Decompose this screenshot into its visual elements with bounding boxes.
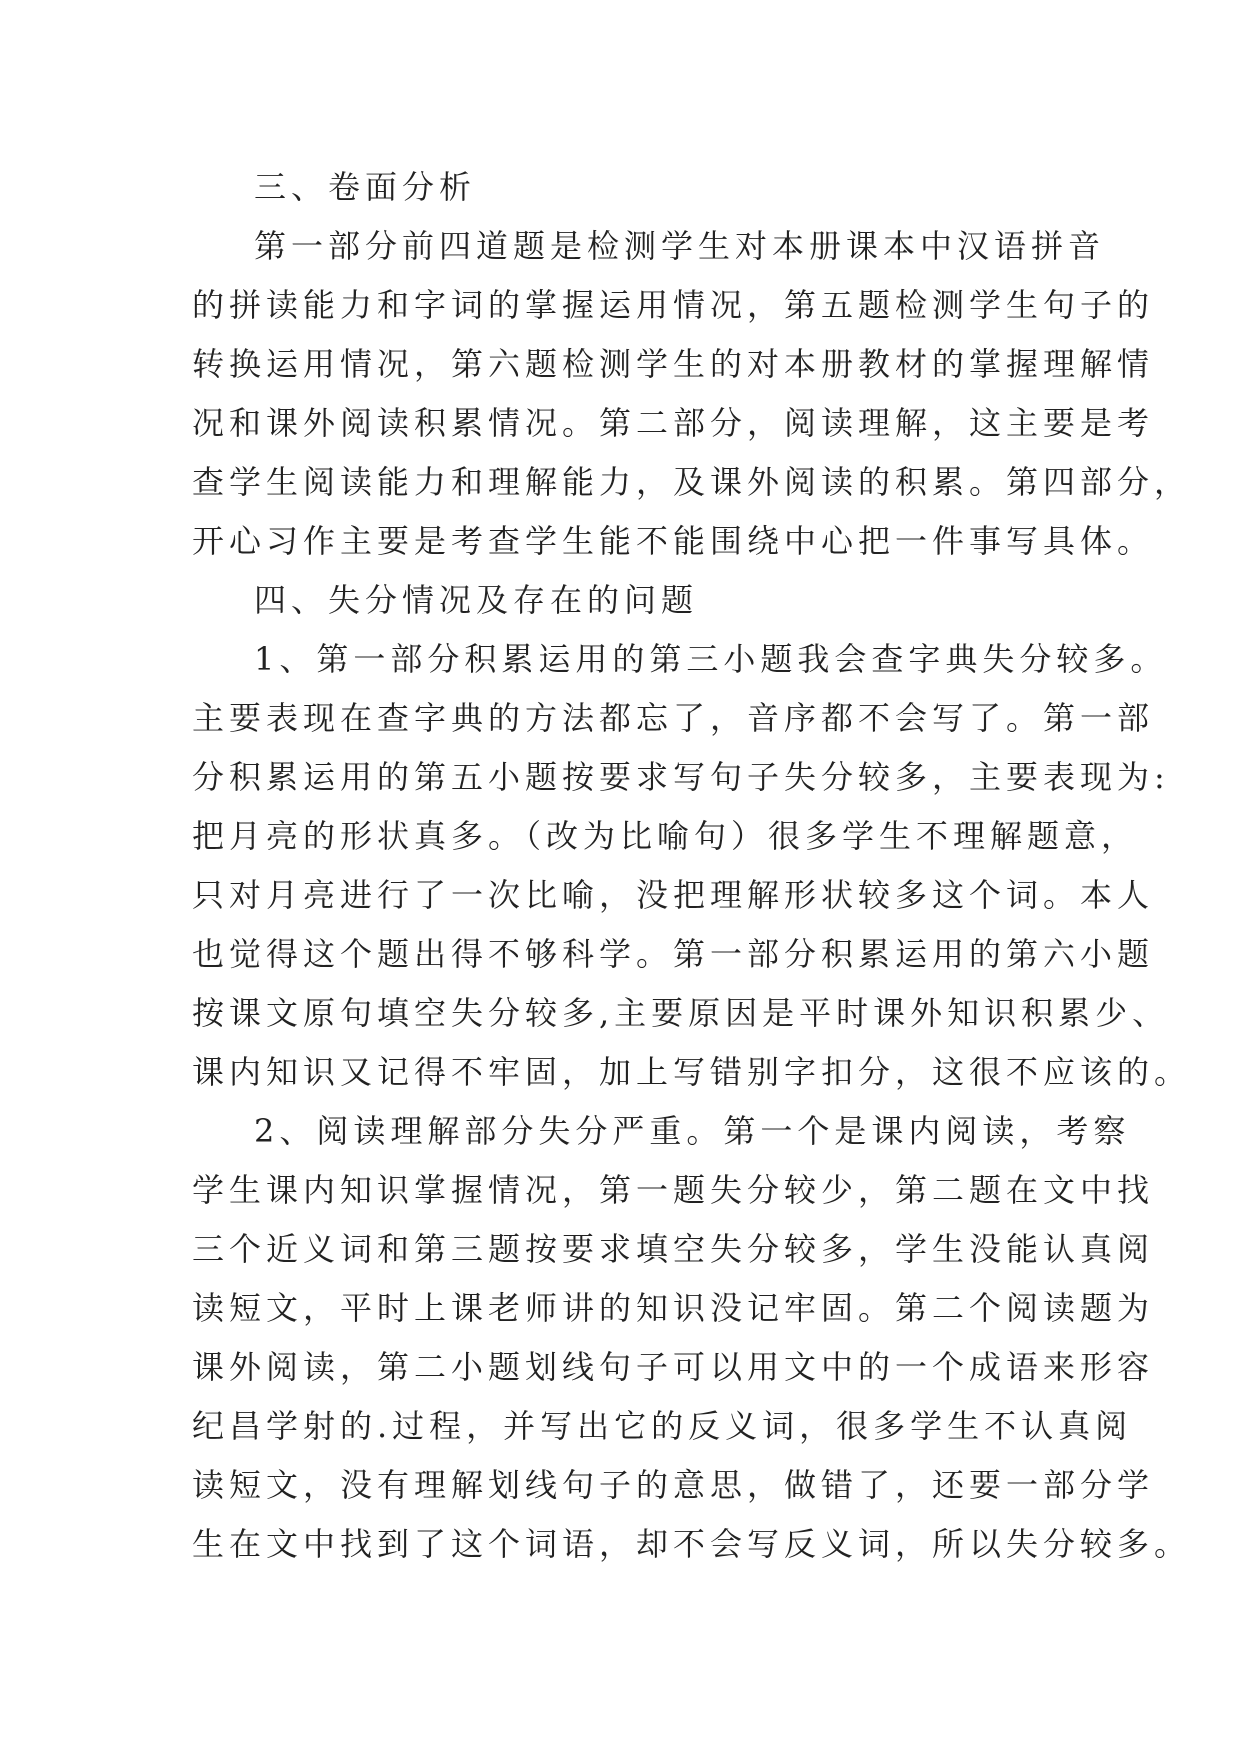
document-body	[192, 158, 1192, 1574]
paragraph-line: 主要表现在查字典的方法都忘了，音序都不会写了。第一部	[192, 699, 1155, 737]
paragraph-line: 2、阅读理解部分失分严重。第一个是课内阅读，考察	[254, 1112, 1131, 1150]
paragraph-line: 纪昌学射的.过程，并写出它的反义词，很多学生不认真阅	[192, 1407, 1133, 1445]
paragraph-line: 分积累运用的第五小题按要求写句子失分较多，主要表现为:	[192, 758, 1170, 796]
paragraph-line: 查学生阅读能力和理解能力，及课外阅读的积累。第四部分，	[192, 463, 1192, 501]
paragraph-line: 开心习作主要是考查学生能不能围绕中心把一件事写具体。	[192, 522, 1155, 560]
paragraph-line: 课内知识又记得不牢固，加上写错别字扣分，这很不应该的。	[192, 1053, 1192, 1091]
paragraph-line: 的拼读能力和字词的掌握运用情况，第五题检测学生句子的	[192, 286, 1155, 324]
paragraph-line: 读短文，平时上课老师讲的知识没记牢固。第二个阅读题为	[192, 1289, 1155, 1327]
section-heading: 四、失分情况及存在的问题	[254, 581, 699, 619]
paragraph-line: 读短文，没有理解划线句子的意思，做错了，还要一部分学	[192, 1466, 1155, 1504]
paragraph-line: 1、第一部分积累运用的第三小题我会查字典失分较多。	[254, 640, 1168, 678]
paragraph-line: 转换运用情况，第六题检测学生的对本册教材的掌握理解情	[192, 345, 1155, 383]
section-heading: 三、卷面分析	[254, 168, 477, 206]
paragraph-line: 按课文原句填空失分较多,主要原因是平时课外知识积累少、	[192, 994, 1170, 1032]
paragraph-line: 生在文中找到了这个词语，却不会写反义词，所以失分较多。	[192, 1525, 1192, 1563]
paragraph-line: 也觉得这个题出得不够科学。第一部分积累运用的第六小题	[192, 935, 1155, 973]
paragraph-line: 学生课内知识掌握情况，第一题失分较少，第二题在文中找	[192, 1171, 1155, 1209]
paragraph-line: 三个近义词和第三题按要求填空失分较多，学生没能认真阅	[192, 1230, 1155, 1268]
paragraph-line: 第一部分前四道题是检测学生对本册课本中汉语拼音	[254, 227, 1106, 265]
paragraph-line: 课外阅读，第二小题划线句子可以用文中的一个成语来形容	[192, 1348, 1155, 1386]
paragraph-line: 把月亮的形状真多。（改为比喻句）很多学生不理解题意，	[192, 817, 1139, 855]
paragraph-line: 只对月亮进行了一次比喻，没把理解形状较多这个词。本人	[192, 876, 1155, 914]
paragraph-line: 况和课外阅读积累情况。第二部分，阅读理解，这主要是考	[192, 404, 1155, 442]
